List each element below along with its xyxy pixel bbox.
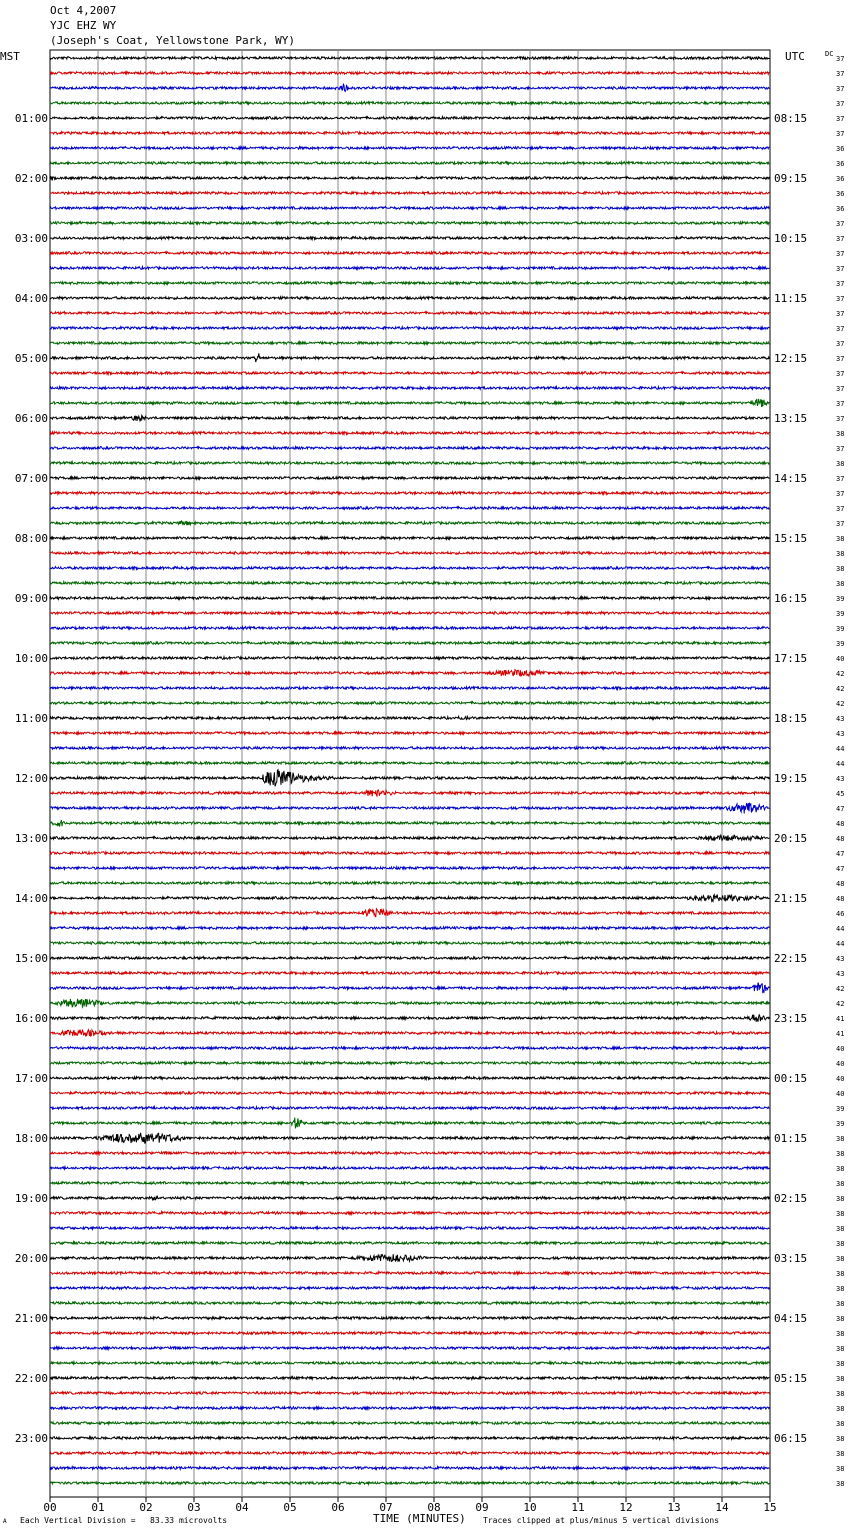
dc-offset-label: 38 [836, 550, 845, 558]
dc-offset-label: 38 [836, 1480, 845, 1488]
seismic-trace [50, 507, 769, 510]
seismic-trace [50, 1107, 769, 1110]
seismic-trace [50, 1347, 769, 1350]
dc-offset-label: 37 [836, 295, 845, 303]
corner-mark: A [3, 1518, 7, 1525]
dc-offset-label: 36 [836, 145, 845, 153]
seismic-trace [50, 1317, 769, 1320]
hour-label-right: 17:15 [774, 652, 808, 665]
hour-label-left: 22:00 [14, 1372, 48, 1385]
hour-label-left: 15:00 [14, 952, 48, 965]
seismic-trace [50, 1152, 769, 1155]
seismic-trace [50, 670, 769, 677]
hour-label-left: 17:00 [14, 1072, 48, 1085]
dc-offset-label: 46 [836, 910, 845, 918]
seismic-trace [50, 770, 769, 787]
hour-label-left: 14:00 [14, 892, 48, 905]
hour-label-right: 15:15 [774, 532, 808, 545]
hour-label-left: 09:00 [14, 592, 48, 605]
dc-offset-label: 38 [836, 1240, 845, 1248]
dc-offset-label: 43 [836, 715, 845, 723]
x-tick-label: 09 [475, 1501, 489, 1514]
seismic-trace [50, 1118, 769, 1129]
x-tick-label: 03 [187, 1501, 201, 1514]
dc-offset-label: 48 [836, 880, 845, 888]
dc-offset-label: 36 [836, 190, 845, 198]
dc-offset-label: 39 [836, 1105, 845, 1113]
dc-offset-label: 38 [836, 430, 845, 438]
dc-offset-label: 38 [836, 1360, 845, 1368]
seismic-trace [50, 1242, 769, 1245]
seismic-trace [50, 803, 769, 814]
dc-offset-label: 41 [836, 1030, 845, 1038]
seismic-trace [50, 1133, 769, 1143]
seismic-trace [50, 747, 769, 750]
dc-offset-label: 37 [836, 370, 845, 378]
seismic-trace [50, 117, 769, 120]
dc-offset-label: 39 [836, 1120, 845, 1128]
seismic-trace [50, 790, 769, 796]
seismic-trace [50, 762, 769, 765]
dc-offset-label: 44 [836, 760, 845, 768]
clip-note: Traces clipped at plus/minus 5 vertical divisions [483, 1516, 720, 1525]
hour-label-left: 01:00 [14, 112, 48, 125]
dc-offset-label: 38 [836, 1285, 845, 1293]
hour-label-right: 14:15 [774, 472, 808, 485]
dc-offset-label: 40 [836, 1090, 845, 1098]
dc-offset-label: 37 [836, 100, 845, 108]
hour-label-right: 21:15 [774, 892, 808, 905]
x-tick-label: 12 [619, 1501, 633, 1514]
seismic-trace [50, 447, 769, 450]
dc-offset-label: 39 [836, 610, 845, 618]
seismic-trace [50, 820, 769, 827]
hour-label-left: 12:00 [14, 772, 48, 785]
dc-offset-label: 44 [836, 940, 845, 948]
dc-offset-label: 38 [836, 1405, 845, 1413]
seismic-trace [50, 1182, 769, 1185]
seismic-trace [50, 642, 769, 645]
x-tick-label: 01 [91, 1501, 105, 1514]
dc-offset-label: 38 [836, 1465, 845, 1473]
seismic-trace [50, 1287, 769, 1290]
station-location: (Joseph's Coat, Yellowstone Park, WY) [50, 34, 296, 47]
hour-label-right: 16:15 [774, 592, 808, 605]
dc-offset-label: 43 [836, 775, 845, 783]
dc-offset-label: 37 [836, 340, 845, 348]
seismic-trace [50, 162, 769, 165]
dc-offset-label: 40 [836, 1075, 845, 1083]
seismic-trace [50, 927, 769, 930]
dc-offset-label: 38 [836, 1210, 845, 1218]
dc-offset-label: 37 [836, 520, 845, 528]
seismic-trace [50, 1062, 769, 1065]
hour-label-right: 05:15 [774, 1372, 808, 1385]
dc-offset-label: 37 [836, 235, 845, 243]
dc-offset-label: 42 [836, 985, 845, 993]
seismic-trace [50, 1482, 769, 1485]
hour-label-right: 11:15 [774, 292, 808, 305]
left-timezone-label: MST [0, 50, 20, 63]
hour-label-left: 11:00 [14, 712, 48, 725]
dc-offset-label: 38 [836, 1450, 845, 1458]
dc-offset-label: 43 [836, 970, 845, 978]
dc-offset-label: 38 [836, 565, 845, 573]
x-tick-label: 14 [715, 1501, 729, 1514]
hour-label-right: 03:15 [774, 1252, 808, 1265]
seismic-trace [50, 1332, 769, 1335]
station-code: YJC EHZ WY [50, 19, 117, 32]
seismic-trace [50, 1077, 769, 1080]
dc-offset-label: 44 [836, 925, 845, 933]
seismic-trace [50, 1392, 769, 1395]
seismic-trace [50, 327, 769, 330]
dc-offset-label: 39 [836, 595, 845, 603]
hour-label-left: 05:00 [14, 352, 48, 365]
hour-label-left: 18:00 [14, 1132, 48, 1145]
seismic-trace [50, 102, 769, 105]
hour-label-left: 16:00 [14, 1012, 48, 1025]
dc-offset-label: 37 [836, 490, 845, 498]
seismic-trace [50, 521, 769, 525]
seismic-trace [50, 1047, 769, 1050]
seismic-trace [50, 1227, 769, 1230]
seismic-trace [50, 1272, 769, 1275]
seismic-trace [50, 909, 769, 917]
dc-offset-label: 42 [836, 685, 845, 693]
dc-offset-label: 38 [836, 535, 845, 543]
hour-label-right: 06:15 [774, 1432, 808, 1445]
seismic-trace [50, 1452, 769, 1455]
hour-label-right: 00:15 [774, 1072, 808, 1085]
hour-label-right: 01:15 [774, 1132, 808, 1145]
hour-label-left: 19:00 [14, 1192, 48, 1205]
dc-offset-label: 38 [836, 1255, 845, 1263]
seismic-trace [50, 252, 769, 255]
dc-offset-label: 38 [836, 1180, 845, 1188]
hour-label-right: 10:15 [774, 232, 808, 245]
seismic-trace [50, 72, 769, 75]
seismic-trace [50, 477, 769, 480]
seismic-trace [50, 1030, 769, 1037]
hour-label-right: 22:15 [774, 952, 808, 965]
x-tick-label: 15 [763, 1501, 777, 1514]
dc-offset-label: 40 [836, 1060, 845, 1068]
seismic-trace [50, 732, 769, 735]
dc-offset-label: 38 [836, 1375, 845, 1383]
dc-offset-label: 37 [836, 355, 845, 363]
seismic-trace [50, 57, 769, 60]
x-tick-label: 08 [427, 1501, 441, 1514]
seismic-trace [50, 1167, 769, 1170]
seismic-trace [50, 942, 769, 945]
seismic-trace [50, 835, 769, 841]
dc-offset-label: 38 [836, 460, 845, 468]
dc-offset-label: 48 [836, 895, 845, 903]
dc-offset-label: 38 [836, 1345, 845, 1353]
dc-offset-label: 37 [836, 385, 845, 393]
seismic-trace [50, 387, 769, 390]
seismic-trace [50, 612, 769, 615]
dc-offset-label: 38 [836, 580, 845, 588]
seismic-trace [50, 957, 769, 960]
seismic-trace [50, 237, 769, 240]
seismic-trace [50, 177, 769, 180]
scale-note: Each Vertical Division = 83.33 microvolts [20, 1516, 228, 1525]
dc-offset-label: 42 [836, 1000, 845, 1008]
x-axis-label: TIME (MINUTES) [373, 1512, 466, 1525]
dc-offset-label: 38 [836, 1300, 845, 1308]
x-tick-label: 06 [331, 1501, 345, 1514]
seismic-trace [50, 999, 769, 1007]
dc-offset-label: 37 [836, 325, 845, 333]
seismic-trace [50, 1092, 769, 1095]
dc-offset-label: 37 [836, 250, 845, 258]
hour-label-right: 18:15 [774, 712, 808, 725]
x-tick-label: 05 [283, 1501, 297, 1514]
dc-offset-label: 39 [836, 640, 845, 648]
x-tick-label: 00 [43, 1501, 57, 1514]
dc-offset-label: 40 [836, 1045, 845, 1053]
seismic-trace [50, 1377, 769, 1380]
hour-label-right: 02:15 [774, 1192, 808, 1205]
x-tick-label: 02 [139, 1501, 153, 1514]
hour-label-left: 23:00 [14, 1432, 48, 1445]
dc-offset-label: 37 [836, 130, 845, 138]
seismic-trace [50, 582, 769, 585]
dc-offset-label: 37 [836, 280, 845, 288]
hour-label-left: 20:00 [14, 1252, 48, 1265]
hour-label-right: 08:15 [774, 112, 808, 125]
seismic-trace [50, 1212, 769, 1215]
seismic-trace [50, 1302, 769, 1305]
dc-offset-label: 36 [836, 160, 845, 168]
seismic-trace [50, 267, 769, 270]
dc-offset-label: 37 [836, 505, 845, 513]
dc-offset-label: 37 [836, 445, 845, 453]
x-tick-label: 04 [235, 1501, 249, 1514]
dc-offset-label: 38 [836, 1330, 845, 1338]
hour-label-right: 20:15 [774, 832, 808, 845]
hour-label-left: 07:00 [14, 472, 48, 485]
seismic-trace [50, 353, 769, 362]
seismic-trace [50, 657, 769, 660]
right-timezone-label: UTC [785, 50, 805, 63]
dc-offset-label: 43 [836, 955, 845, 963]
dc-offset-label: 38 [836, 1390, 845, 1398]
hour-label-right: 23:15 [774, 1012, 808, 1025]
dc-offset-label: 36 [836, 175, 845, 183]
x-tick-label: 07 [379, 1501, 393, 1514]
dc-offset-label: 47 [836, 850, 845, 858]
seismic-trace [50, 462, 769, 465]
x-tick-label: 13 [667, 1501, 681, 1514]
seismic-trace [50, 207, 769, 210]
dc-offset-label: 39 [836, 625, 845, 633]
dc-offset-label: 44 [836, 745, 845, 753]
dc-offset-label: 38 [836, 1270, 845, 1278]
seismic-trace [50, 282, 769, 285]
seismic-trace [50, 567, 769, 570]
seismic-trace [50, 716, 769, 719]
dc-offset-label: 43 [836, 730, 845, 738]
dc-offset-label: 37 [836, 115, 845, 123]
seismic-trace [50, 1422, 769, 1425]
dc-offset-label: 48 [836, 820, 845, 828]
dc-offset-label: 38 [836, 1420, 845, 1428]
seismic-trace [50, 1437, 769, 1440]
seismic-trace [50, 552, 769, 555]
seismic-trace [50, 492, 769, 495]
seismic-trace [50, 1467, 769, 1470]
dc-offset-label: 38 [836, 1165, 845, 1173]
seismic-trace [50, 1254, 769, 1261]
hour-label-left: 06:00 [14, 412, 48, 425]
hour-label-right: 04:15 [774, 1312, 808, 1325]
hour-label-left: 08:00 [14, 532, 48, 545]
dc-offset-label: 37 [836, 310, 845, 318]
dc-offset-label: 45 [836, 790, 845, 798]
seismic-trace [50, 432, 769, 435]
seismic-trace [50, 415, 769, 421]
seismic-trace [50, 399, 769, 407]
dc-header-label: DC [825, 50, 834, 58]
hour-label-right: 19:15 [774, 772, 808, 785]
dc-offset-label: 42 [836, 700, 845, 708]
dc-offset-label: 48 [836, 835, 845, 843]
dc-offset-label: 37 [836, 85, 845, 93]
dc-offset-label: 38 [836, 1150, 845, 1158]
hour-label-left: 02:00 [14, 172, 48, 185]
seismic-trace [50, 972, 769, 975]
x-tick-label: 11 [571, 1501, 585, 1514]
dc-offset-label: 37 [836, 475, 845, 483]
dc-offset-label: 37 [836, 400, 845, 408]
hour-label-right: 12:15 [774, 352, 808, 365]
seismic-trace [50, 1362, 769, 1365]
seismic-trace [50, 895, 769, 902]
seismic-trace [50, 867, 769, 870]
seismic-trace [50, 597, 769, 600]
dc-offset-label: 38 [836, 1135, 845, 1143]
hour-label-right: 09:15 [774, 172, 808, 185]
seismic-trace [50, 1015, 769, 1022]
seismic-trace [50, 297, 769, 300]
seismic-trace [50, 372, 769, 375]
seismic-trace [50, 687, 769, 690]
seismic-trace [50, 222, 769, 225]
seismic-trace [50, 983, 769, 994]
dc-offset-label: 37 [836, 415, 845, 423]
dc-offset-label: 37 [836, 220, 845, 228]
dc-offset-label: 38 [836, 1315, 845, 1323]
dc-offset-label: 37 [836, 70, 845, 78]
x-tick-label: 10 [523, 1501, 537, 1514]
seismic-trace [50, 627, 769, 630]
dc-offset-label: 38 [836, 1225, 845, 1233]
seismic-trace [50, 852, 769, 855]
dc-offset-label: 47 [836, 805, 845, 813]
dc-offset-label: 40 [836, 655, 845, 663]
hour-label-left: 10:00 [14, 652, 48, 665]
seismic-trace [50, 537, 769, 540]
hour-label-left: 21:00 [14, 1312, 48, 1325]
seismic-trace [50, 1197, 769, 1201]
hour-label-left: 13:00 [14, 832, 48, 845]
dc-offset-label: 38 [836, 1435, 845, 1443]
hour-label-right: 13:15 [774, 412, 808, 425]
hour-label-left: 04:00 [14, 292, 48, 305]
seismic-trace [50, 312, 769, 315]
hour-label-left: 03:00 [14, 232, 48, 245]
dc-offset-label: 38 [836, 1195, 845, 1203]
seismic-trace [50, 342, 769, 345]
seismic-trace [50, 882, 769, 885]
dc-offset-label: 37 [836, 265, 845, 273]
plot-date: Oct 4,2007 [50, 4, 117, 17]
seismic-trace [50, 147, 769, 150]
seismic-trace [50, 702, 769, 705]
seismic-trace [50, 84, 769, 92]
dc-offset-label: 36 [836, 205, 845, 213]
seismic-trace [50, 192, 769, 195]
dc-offset-label: 41 [836, 1015, 845, 1023]
seismic-trace [50, 1407, 769, 1410]
seismic-trace [50, 132, 769, 135]
dc-offset-label: 37 [836, 55, 845, 63]
dc-offset-label: 47 [836, 865, 845, 873]
dc-offset-label: 42 [836, 670, 845, 678]
